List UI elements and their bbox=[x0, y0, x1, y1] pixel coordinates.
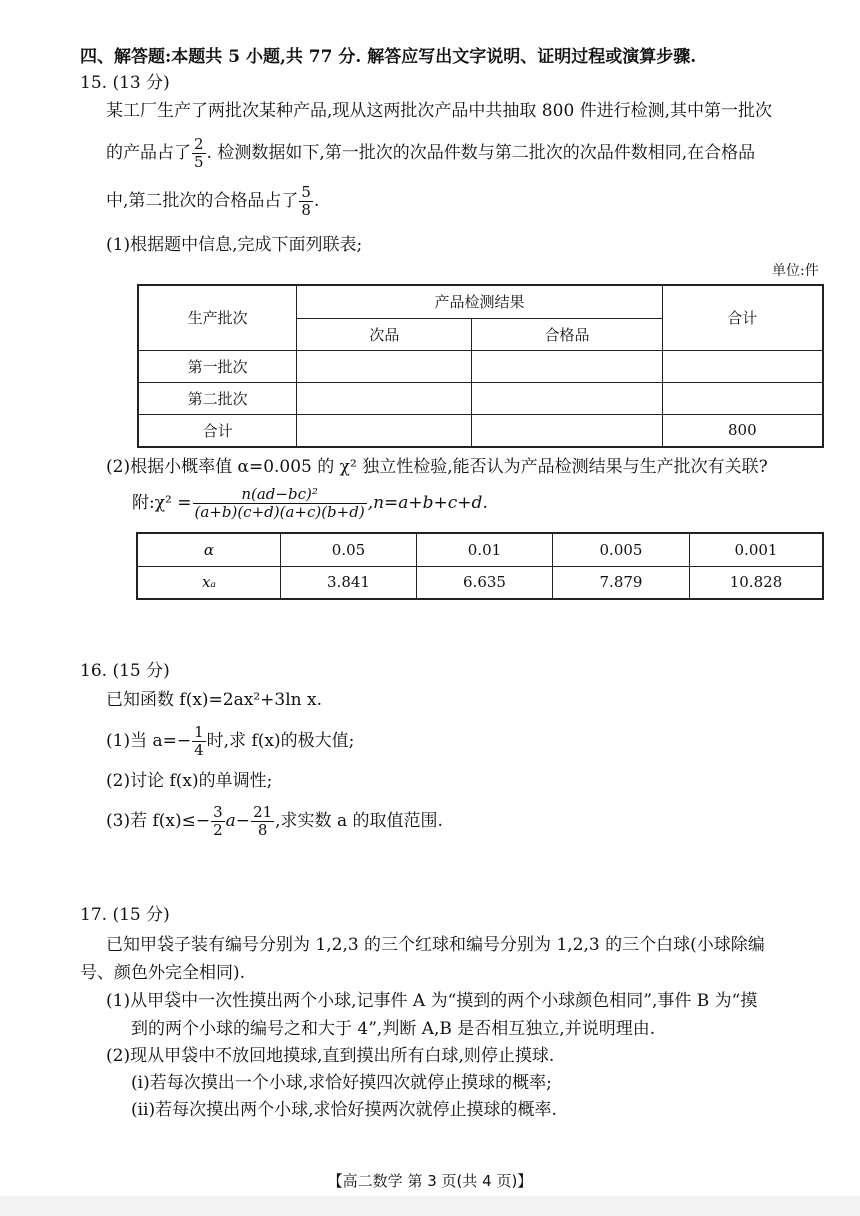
page-bottom-band bbox=[0, 1196, 860, 1216]
q16-p3-pre: (3)若 f(x)≤− bbox=[106, 811, 211, 831]
q17-p1-line1: (1)从甲袋中一次性摸出两个小球,记事件 A 为“摸到的两个小球颜色相同”,事件 B 为“摸 bbox=[106, 991, 758, 1011]
q17-part2-ii: (ⅱ)若每次摸出两个小球,求恰好摸两次就停止摸球的概率. bbox=[131, 1100, 557, 1120]
q17-number: 17. (15 分) bbox=[80, 905, 170, 925]
header-result: 产品检测结果 bbox=[297, 285, 662, 318]
q16-part2: (2)讨论 f(x)的单调性; bbox=[106, 771, 273, 791]
critical-value: 3.841 bbox=[281, 566, 417, 599]
critical-value-table bbox=[136, 532, 824, 600]
q16-p3-mid: a− bbox=[225, 811, 251, 831]
row-total-label: 合计 bbox=[138, 414, 297, 447]
q17-line2: 号、颜色外完全相同). bbox=[80, 963, 246, 983]
q16-number: 16. (15 分) bbox=[80, 661, 170, 681]
q15-line3-pre: 中,第二批次的合格品占了 bbox=[106, 191, 299, 211]
page-footer: 【高二数学 第 3 页(共 4 页)】 bbox=[327, 1172, 533, 1190]
cell-empty bbox=[297, 350, 472, 382]
contingency-table bbox=[137, 284, 824, 448]
q15-line3 bbox=[106, 184, 319, 219]
q15-line3-post: . bbox=[313, 191, 320, 211]
alpha-value: 0.005 bbox=[553, 533, 690, 566]
q15-line1: 某工厂生产了两批次某种产品,现从这两批次产品中共抽取 800 件进行检测,其中第一批次 bbox=[106, 101, 773, 121]
cell-empty bbox=[662, 382, 823, 414]
q15-part1: (1)根据题中信息,完成下面列联表; bbox=[106, 235, 363, 255]
alpha-value: 0.001 bbox=[690, 533, 824, 566]
q16-part3 bbox=[106, 804, 443, 839]
q16-given: 已知函数 f(x)=2ax²+3ln x. bbox=[106, 690, 322, 710]
header-total: 合计 bbox=[662, 285, 823, 350]
fraction-2-5: $\frac{2}{5}$ bbox=[194, 135, 204, 171]
header-qualified: 合格品 bbox=[472, 318, 662, 350]
formula-fraction: $\frac{\text{n(ad−bc)²}}{(a+b)(c+d)(a+c)(b+d)}$ bbox=[194, 485, 365, 521]
cell-empty bbox=[297, 382, 472, 414]
critical-value: 6.635 bbox=[417, 566, 553, 599]
q16-p3-post: ,求实数 a 的取值范围. bbox=[275, 811, 443, 831]
q15-number: 15. (13 分) bbox=[80, 73, 170, 93]
unit-label: 单位:件 bbox=[772, 263, 819, 279]
fraction-21-8: $\frac{21}{8}$ bbox=[253, 803, 273, 839]
fraction-5-8: $\frac{5}{8}$ bbox=[301, 183, 311, 219]
header-batch: 生产批次 bbox=[138, 285, 297, 350]
cell-empty bbox=[472, 350, 662, 382]
cell-empty bbox=[662, 350, 823, 382]
header-defective: 次品 bbox=[297, 318, 472, 350]
alpha-value: 0.05 bbox=[281, 533, 417, 566]
q15-line2-post: . 检测数据如下,第一批次的次品件数与第二批次的次品件数相同,在合格品 bbox=[206, 143, 756, 163]
cell-empty bbox=[472, 414, 662, 447]
q16-p1-pre: (1)当 a=− bbox=[106, 731, 192, 751]
q17-line1: 已知甲袋子装有编号分别为 1,2,3 的三个红球和编号分别为 1,2,3 的三个白球(小球除编 bbox=[106, 935, 765, 955]
q17-part2: (2)现从甲袋中不放回地摸球,直到摸出所有白球,则停止摸球. bbox=[106, 1046, 555, 1066]
formula-suffix: ,n=a+b+c+d. bbox=[367, 493, 488, 513]
q16-p1-post: 时,求 f(x)的极大值; bbox=[206, 731, 355, 751]
row-batch1-label: 第一批次 bbox=[138, 350, 297, 382]
q17-p1-line2: 到的两个小球的编号之和大于 4”,判断 A,B 是否相互独立,并说明理由. bbox=[131, 1019, 656, 1039]
q15-line2 bbox=[106, 136, 755, 171]
q16-part1 bbox=[106, 724, 354, 759]
critical-value: 10.828 bbox=[690, 566, 824, 599]
alpha-value: 0.01 bbox=[417, 533, 553, 566]
formula-prefix: 附:χ² = bbox=[132, 493, 192, 513]
x-alpha-label: xₐ bbox=[137, 566, 281, 599]
cell-empty bbox=[472, 382, 662, 414]
q15-line2-pre: 的产品占了 bbox=[106, 143, 191, 163]
q17-part2-i: (ⅰ)若每次摸出一个小球,求恰好摸四次就停止摸球的概率; bbox=[131, 1073, 552, 1093]
alpha-label: α bbox=[137, 533, 281, 566]
chi-square-formula bbox=[132, 486, 488, 521]
fraction-1-4: $\frac{1}{4}$ bbox=[194, 723, 204, 759]
critical-value: 7.879 bbox=[553, 566, 690, 599]
fraction-3-2: $\frac{3}{2}$ bbox=[213, 803, 223, 839]
q15-part2: (2)根据小概率值 α=0.005 的 χ² 独立性检验,能否认为产品检测结果与生产批次有关联? bbox=[106, 457, 768, 477]
cell-empty bbox=[297, 414, 472, 447]
row-batch2-label: 第二批次 bbox=[138, 382, 297, 414]
total-value: 800 bbox=[662, 414, 823, 447]
section-heading: 四、解答题:本题共 5 小题,共 77 分. 解答应写出文字说明、证明过程或演算步骤. bbox=[80, 47, 697, 67]
